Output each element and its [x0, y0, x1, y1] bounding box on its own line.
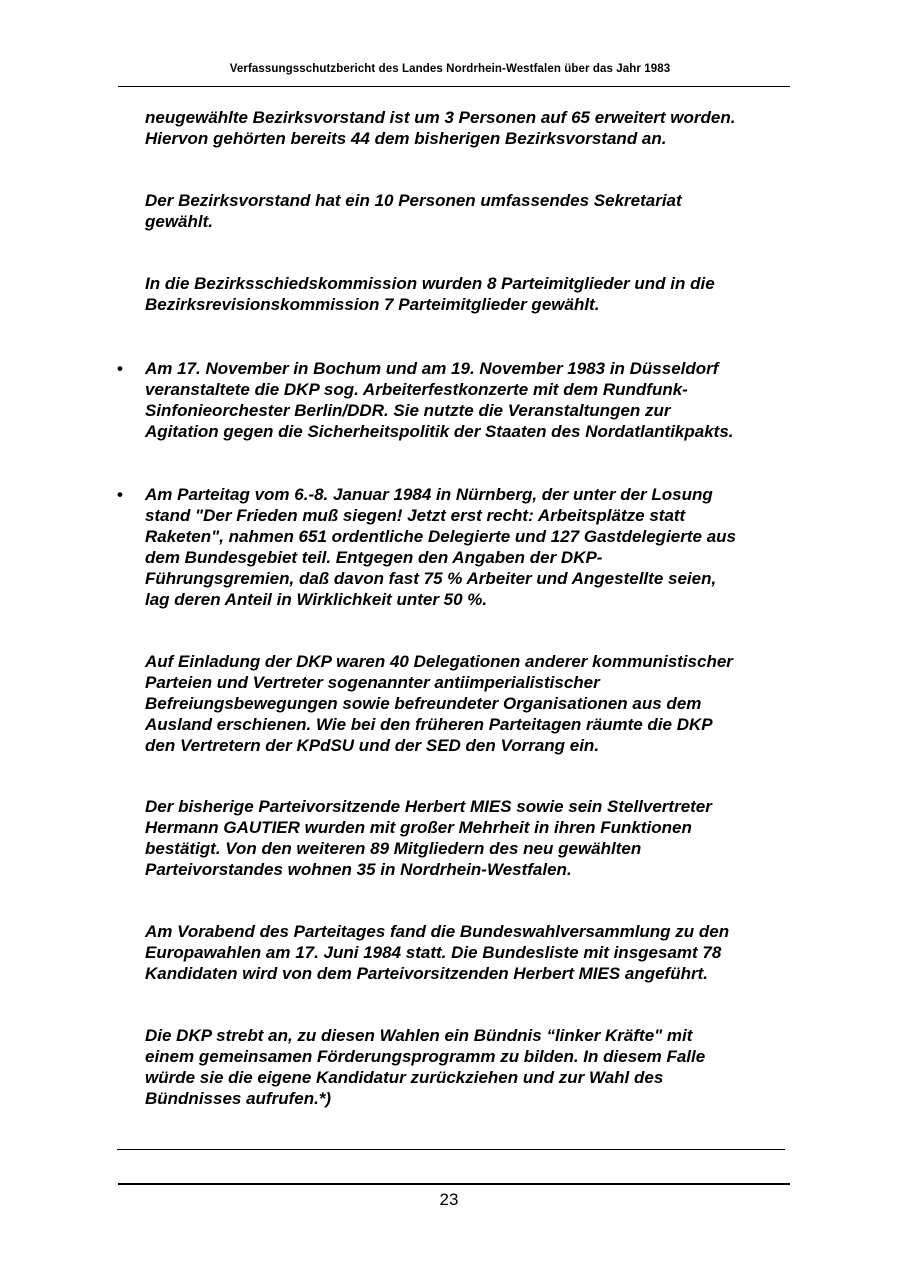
paragraph: [145, 1025, 805, 1109]
text-line: Am 17. November in Bochum und am 19. November 1983 in Düsseldorf: [145, 359, 719, 378]
text-line: dem Bundesgebiet teil. Entgegen den Angaben der DKP-: [145, 548, 603, 567]
text-line: Auf Einladung der DKP waren 40 Delegationen anderer kommunistischer: [145, 652, 733, 671]
text-line: bestätigt. Von den weiteren 89 Mitgliedern des neu gewählten: [145, 839, 642, 858]
footnote-divider: [117, 1149, 785, 1150]
text-line: Am Vorabend des Parteitages fand die Bundeswahlversammlung zu den: [145, 922, 730, 941]
page-number: 23: [439, 1190, 459, 1209]
text-line: würde sie die eigene Kandidatur zurückziehen und zur Wahl des: [145, 1068, 664, 1087]
text-line: Europawahlen am 17. Juni 1984 statt. Die Bundesliste mit insgesamt 78: [145, 943, 722, 962]
text-line: gewählt.: [145, 212, 214, 231]
text-line: Raketen", nahmen 651 ordentliche Delegierte und 127 Gastdelegierte aus: [145, 527, 736, 546]
text-line: den Vertretern der KPdSU und der SED den Vorrang ein.: [145, 736, 600, 755]
paragraph: [145, 651, 805, 756]
text-line: Der bisherige Parteivorsitzende Herbert MIES sowie sein Stellvertreter: [145, 797, 712, 816]
text-line: veranstaltete die DKP sog. Arbeiterfestkonzerte mit dem Rundfunk-: [145, 380, 688, 399]
text-line: Der Bezirksvorstand hat ein 10 Personen umfassendes Sekretariat: [145, 191, 682, 210]
text-line: Parteien und Vertreter sogenannter antiimperialistischer: [145, 673, 600, 692]
text-line: Befreiungsbewegungen sowie befreundeter Organisationen aus dem: [145, 694, 702, 713]
text-line: Führungsgremien, daß davon fast 75 % Arbeiter und Angestellte seien,: [145, 569, 717, 588]
paragraph: [145, 921, 805, 984]
text-line: Ausland erschienen. Wie bei den früheren Parteitagen räumte die DKP: [145, 715, 713, 734]
text-line: Hermann GAUTIER wurden mit großer Mehrheit in ihren Funktionen: [145, 818, 692, 837]
text-line: Hiervon gehörten bereits 44 dem bisherigen Bezirksvorstand an.: [145, 129, 667, 148]
text-line: In die Bezirksschiedskommission wurden 8 Parteimitglieder und in die: [145, 274, 715, 293]
paragraph: [145, 273, 805, 315]
text-line: Bezirksrevisionskommission 7 Parteimitglieder gewählt.: [145, 295, 600, 314]
bullet-paragraph: [145, 484, 805, 610]
header-divider: [118, 86, 790, 87]
paragraph: [145, 190, 805, 232]
footer-divider: [118, 1183, 790, 1185]
text-line: Die DKP strebt an, zu diesen Wahlen ein Bündnis “linker Kräfte" mit: [145, 1026, 693, 1045]
text-line: Am Parteitag vom 6.-8. Januar 1984 in Nürnberg, der unter der Losung: [145, 485, 713, 504]
bullet-icon: •: [117, 359, 123, 378]
paragraph: [145, 796, 805, 880]
bullet-paragraph: [145, 358, 805, 442]
text-line: Kandidaten wird von dem Parteivorsitzenden Herbert MIES angeführt.: [145, 964, 708, 983]
text-line: Sinfonieorchester Berlin/DDR. Sie nutzte die Veranstaltungen zur: [145, 401, 671, 420]
text-line: neugewählte Bezirksvorstand ist um 3 Personen auf 65 erweitert worden.: [145, 108, 736, 127]
text-line: stand "Der Frieden muß siegen! Jetzt erst recht: Arbeitsplätze statt: [145, 506, 686, 525]
bullet-icon: •: [117, 485, 123, 504]
running-header: Verfassungsschutzbericht des Landes Nordrhein-Westfalen über das Jahr 1983: [229, 63, 671, 75]
text-line: Agitation gegen die Sicherheitspolitik der Staaten des Nordatlantikpakts.: [145, 422, 734, 441]
text-line: einem gemeinsamen Förderungsprogramm zu bilden. In diesem Falle: [145, 1047, 706, 1066]
text-line: Bündnisses aufrufen.*): [145, 1089, 332, 1108]
text-line: lag deren Anteil in Wirklichkeit unter 50 %.: [145, 590, 488, 609]
text-line: Parteivorstandes wohnen 35 in Nordrhein-Westfalen.: [145, 860, 572, 879]
paragraph: [145, 107, 805, 149]
